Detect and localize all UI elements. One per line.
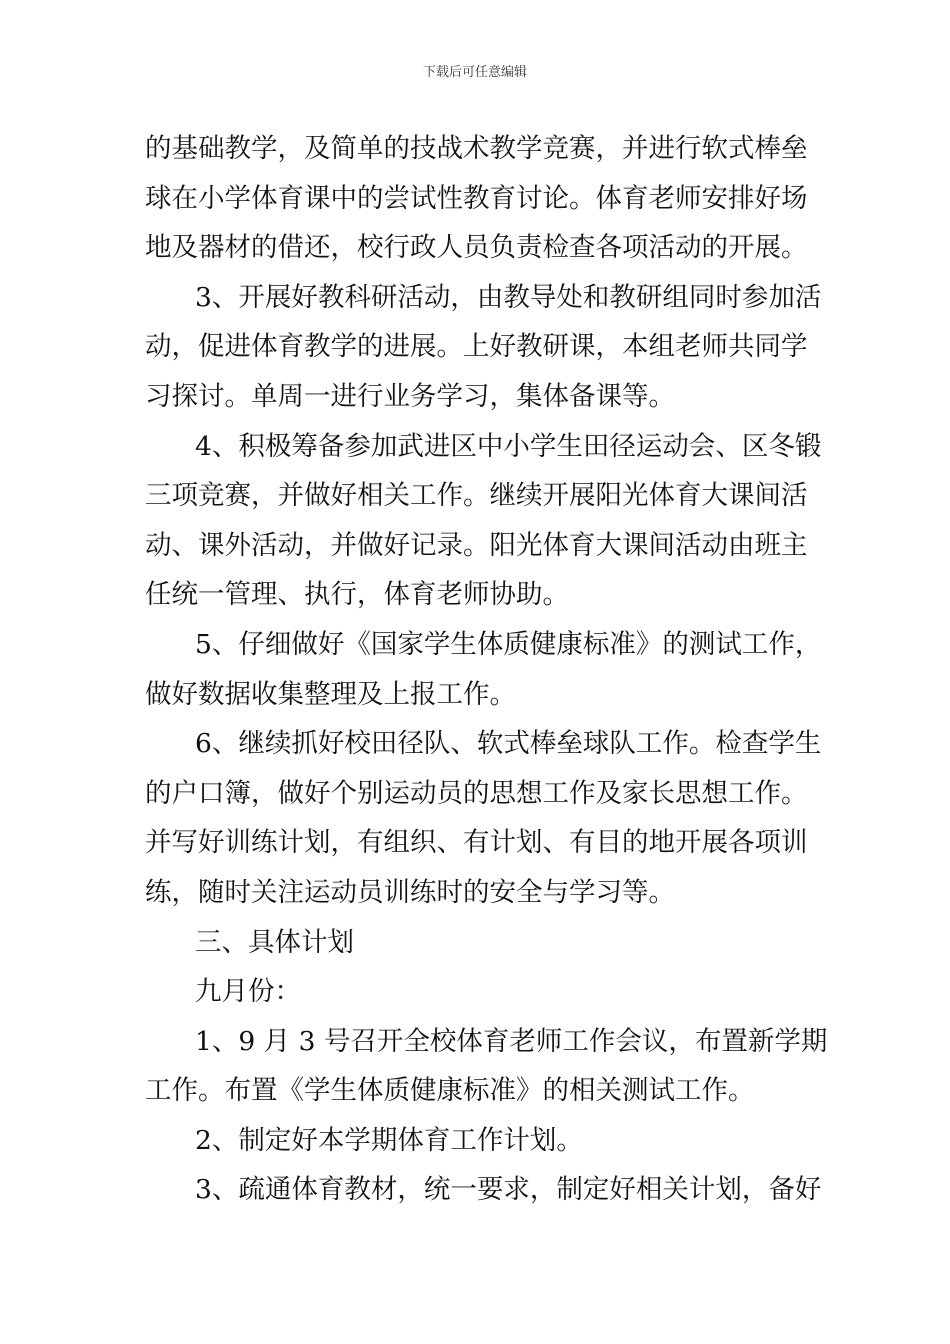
month-heading: 九月份：	[195, 976, 301, 1008]
text-line: 的户口簿，做好个别运动员的思想工作及家长思想工作。	[145, 777, 808, 809]
document-body	[145, 124, 828, 1215]
text-line: 任统一管理、执行，体育老师协助。	[145, 579, 569, 611]
section-heading: 三、具体计划	[195, 926, 354, 958]
text-line: 1、9 月 3 号召开全校体育老师工作会议，布置新学期	[195, 1025, 828, 1057]
text-line: 4、积极筹备参加武进区中小学生田径运动会、区冬锻	[195, 430, 822, 462]
text-line: 工作。布置《学生体质健康标准》的相关测试工作。	[145, 1075, 755, 1107]
text-line: 习探讨。单周一进行业务学习，集体备课等。	[145, 380, 675, 412]
text-line: 三项竞赛，并做好相关工作。继续开展阳光体育大课间活	[145, 480, 808, 512]
page-header: 下载后可任意编辑	[422, 65, 527, 80]
text-line: 练，随时关注运动员训练时的安全与学习等。	[145, 876, 675, 908]
text-line: 动、课外活动，并做好记录。阳光体育大课间活动由班主	[145, 529, 808, 561]
text-line: 的基础教学，及简单的技战术教学竞赛，并进行软式棒垒	[145, 133, 808, 164]
text-line: 做好数据收集整理及上报工作。	[145, 678, 516, 710]
text-line: 3、疏通体育教材，统一要求，制定好相关计划，备好	[195, 1174, 822, 1206]
text-line: 并写好训练计划，有组织、有计划、有目的地开展各项训	[145, 827, 808, 859]
text-line: 动，促进体育教学的进展。上好教研课，本组老师共同学	[145, 331, 808, 363]
text-line: 6、继续抓好校田径队、软式棒垒球队工作。检查学生	[195, 728, 822, 760]
text-line: 地及器材的借还，校行政人员负责检查各项活动的开展。	[145, 232, 808, 264]
text-line: 2、制定好本学期体育工作计划。	[195, 1124, 583, 1156]
text-line: 3、开展好教科研活动，由教导处和教研组同时参加活	[195, 281, 822, 313]
text-line: 球在小学体育课中的尝试性教育讨论。体育老师安排好场	[145, 182, 808, 214]
text-line: 5、仔细做好《国家学生体质健康标准》的测试工作，	[195, 628, 822, 660]
